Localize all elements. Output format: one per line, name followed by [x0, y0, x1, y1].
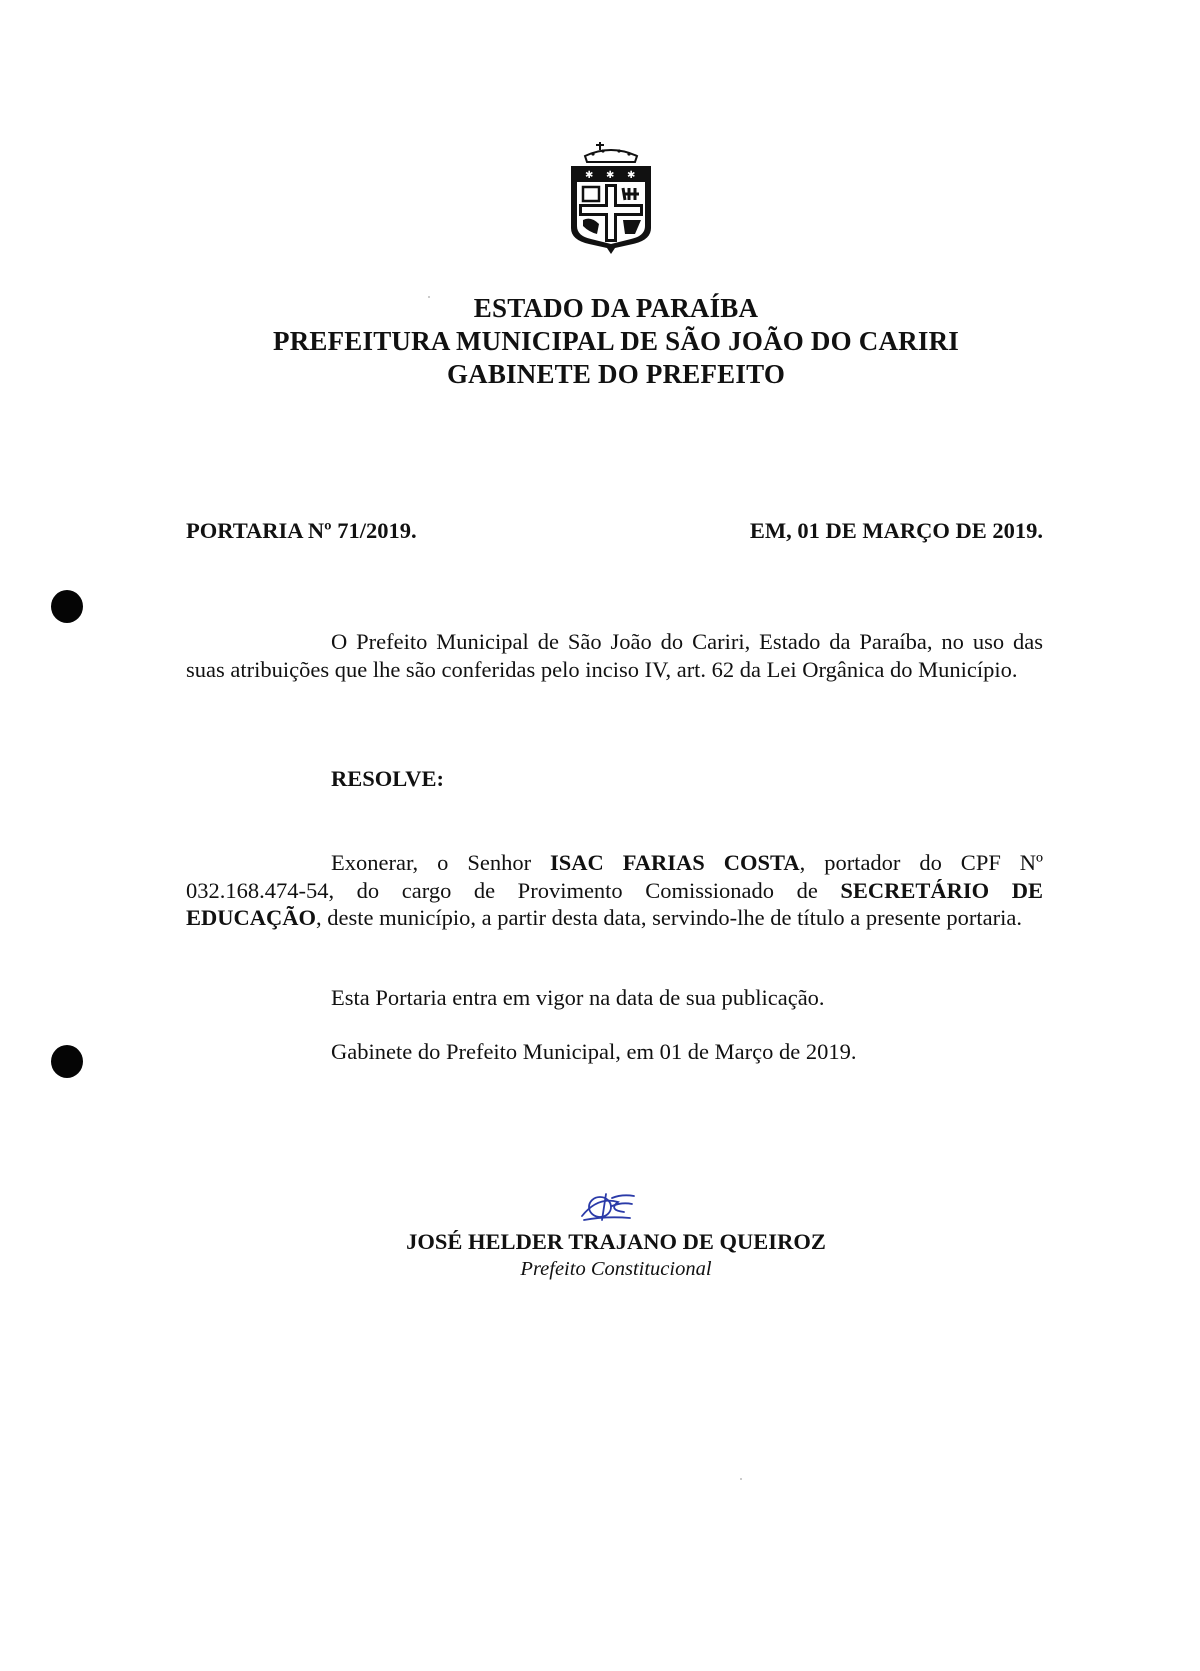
decision-text: , portador do CPF Nº 032.168.474-54, do cargo de Provimento Comissionado de [186, 850, 1044, 903]
punch-hole [51, 1045, 83, 1078]
punch-hole [51, 590, 83, 623]
header-office: GABINETE DO PREFEITO [446, 359, 786, 389]
preamble-paragraph: O Prefeito Municipal de São João do Cariri, Estado da Paraíba, no uso das suas atribuições que lhe são conferidas pelo inciso IV, art. 62 da Lei Orgânica do Município. [186, 629, 1043, 682]
header-state: ESTADO DA PARAÍBA [473, 293, 759, 323]
decision-text: , deste município, a partir desta data, servindo-lhe de título a presente portaria. [316, 905, 1023, 930]
decision-position: SECRETÁRIO DE EDUCAÇÃO [186, 877, 1044, 930]
scan-speck [428, 296, 430, 298]
decision-paragraph [186, 849, 1043, 932]
svg-text:✱: ✱ [627, 170, 636, 181]
header-municipality: PREFEITURA MUNICIPAL DE SÃO JOÃO DO CARIRI [273, 326, 959, 356]
decision-person-name: ISAC FARIAS COSTA [550, 850, 800, 875]
closing-paragraph: Gabinete do Prefeito Municipal, em 01 de Março de 2019. [331, 1039, 857, 1064]
signer-name: JOSÉ HELDER TRAJANO DE QUEIROZ [406, 1229, 826, 1254]
vigor-paragraph: Esta Portaria entra em vigor na data de sua publicação. [331, 985, 825, 1010]
scan-speck [740, 1478, 742, 1480]
resolve-heading: RESOLVE: [331, 766, 444, 791]
svg-text:✱: ✱ [585, 170, 594, 181]
coat-of-arms-icon [563, 140, 659, 258]
portaria-number: PORTARIA Nº 71/2019. [186, 518, 417, 543]
portaria-heading [186, 518, 1043, 544]
letterhead [0, 292, 1200, 391]
signature-block [0, 1228, 1200, 1282]
signer-title: Prefeito Constitucional [520, 1258, 712, 1280]
handwritten-signature-icon [578, 1190, 638, 1224]
decision-text: Exonerar, o Senhor [331, 850, 551, 875]
portaria-date: EM, 01 DE MARÇO DE 2019. [749, 518, 1043, 543]
svg-text:✱: ✱ [606, 170, 615, 181]
